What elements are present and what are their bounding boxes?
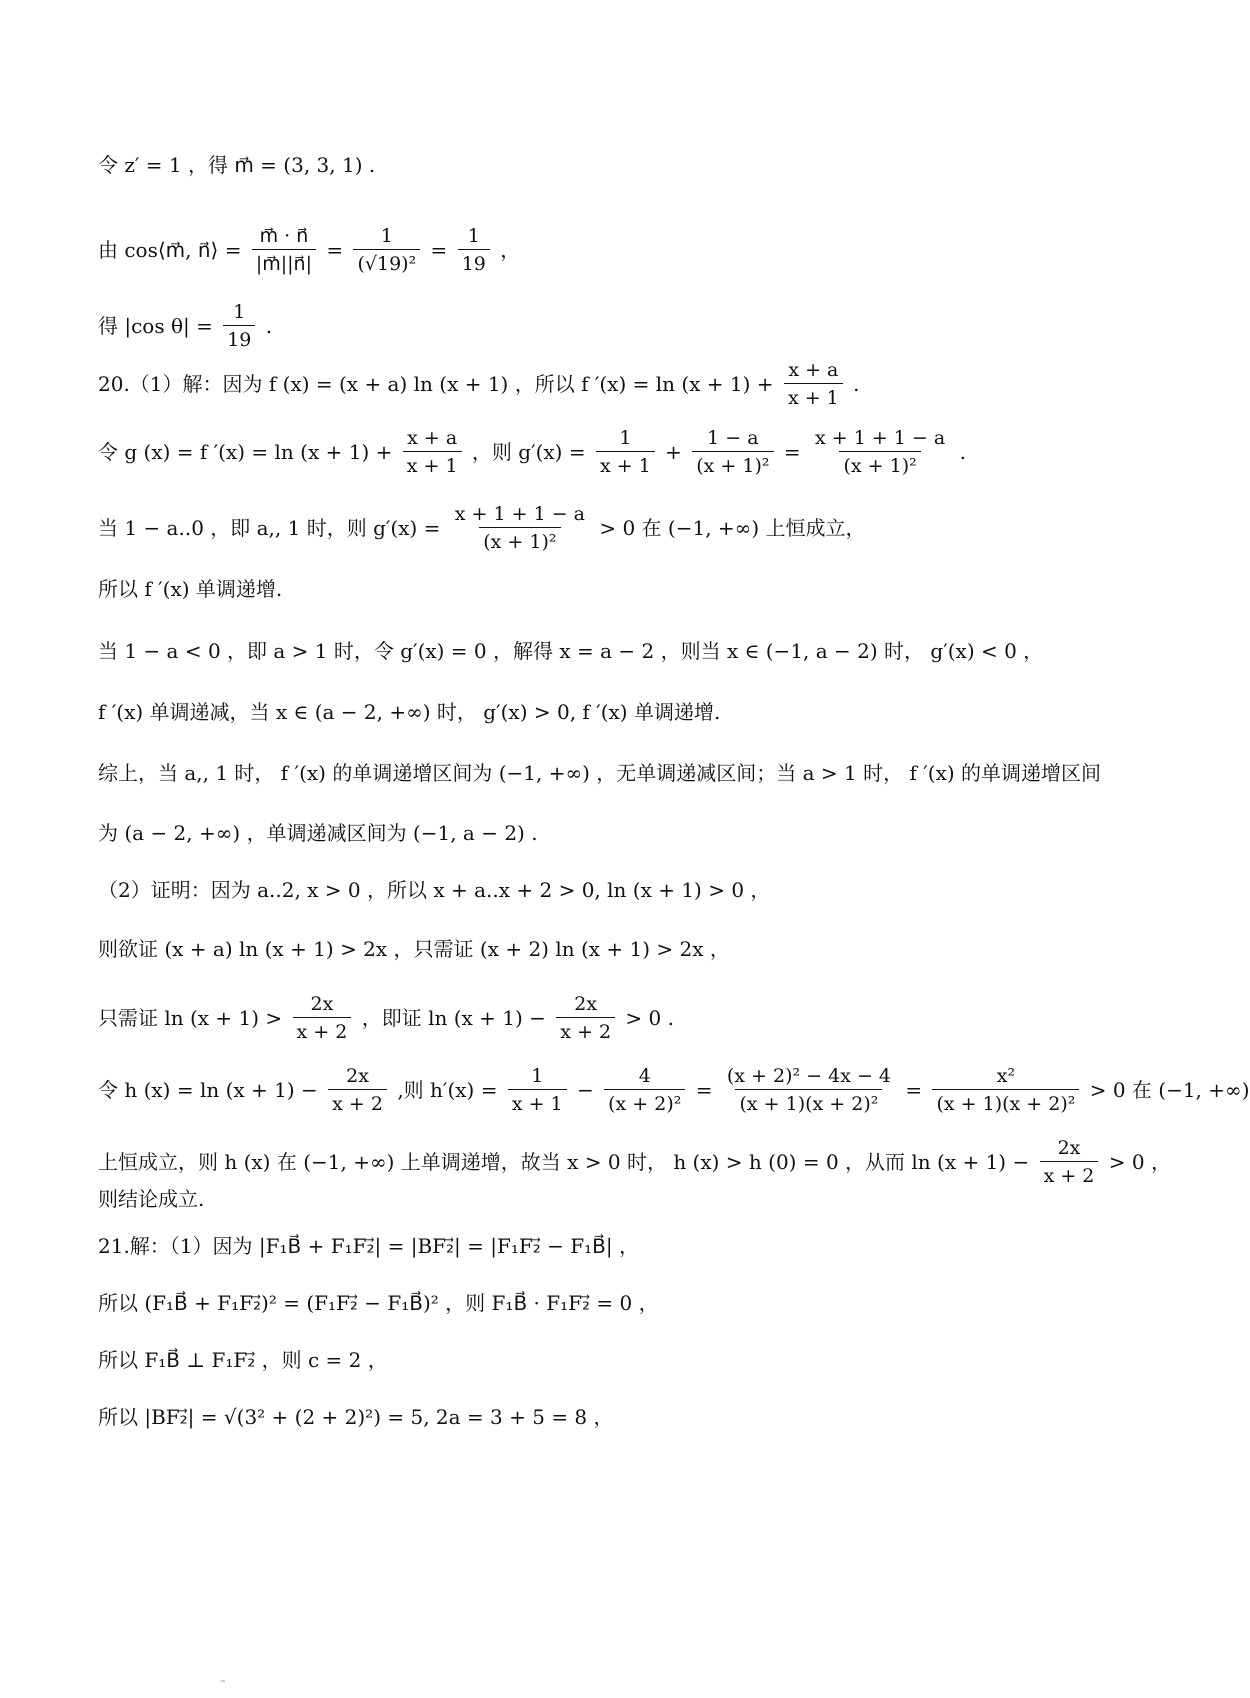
numerator: x + a xyxy=(407,427,458,449)
fraction xyxy=(811,426,949,478)
denominator: x + 2 xyxy=(328,1089,387,1116)
text: 综上，当 a,, 1 时， f ′(x) 的单调递增区间为 (−1, +∞) ，无单调递减区间；当 a > 1 时， f ′(x) 的单调递增区间 xyxy=(98,761,1102,785)
line-9 xyxy=(98,697,1160,727)
numerator: (x + 2)² − 4x − 4 xyxy=(726,1065,891,1087)
text: > 0 在 (−1, +∞) xyxy=(1083,1078,1250,1102)
numerator: 2x xyxy=(1057,1137,1081,1159)
denominator: x + 2 xyxy=(293,1017,352,1044)
denominator: (x + 1)(x + 2)² xyxy=(735,1089,882,1116)
line-13 xyxy=(98,934,1160,964)
text: . xyxy=(953,440,966,464)
numerator: m⃗ · n⃗ xyxy=(259,225,309,247)
line-3 xyxy=(98,300,1160,352)
text: 为 (a − 2, +∞) ，单调递减区间为 (−1, a − 2) . xyxy=(98,821,538,845)
text: > 0 ， xyxy=(1102,1150,1171,1174)
numerator: 2x xyxy=(574,993,598,1015)
line-17 xyxy=(98,1184,1160,1214)
numerator: 2x xyxy=(346,1065,369,1087)
line-7 xyxy=(98,574,1160,604)
line-11 xyxy=(98,818,1160,848)
numerator: 1 xyxy=(467,225,480,247)
text: . xyxy=(259,314,273,338)
numerator: 4 xyxy=(638,1065,651,1087)
denominator: x + 1 xyxy=(784,383,843,410)
denominator: x + 2 xyxy=(1040,1161,1099,1188)
numerator: 2x xyxy=(310,993,334,1015)
text: 20.（1）解：因为 f (x) = (x + a) ln (x + 1) ，所以 f ′(x) = ln (x + 1) + xyxy=(98,372,780,396)
text: ，即证 ln (x + 1) − xyxy=(355,1006,553,1030)
line-5 xyxy=(98,426,1160,478)
text: ， xyxy=(493,238,521,262)
text: > 0 . xyxy=(619,1006,674,1030)
numerator: 1 xyxy=(619,427,632,449)
text: 所以 (F₁B⃗ + F₁F₂⃗)² = (F₁F₂⃗ − F₁B⃗)² ，则 F₁B⃗ · F₁F₂⃗ = 0 ， xyxy=(98,1291,659,1315)
denominator: x + 1 xyxy=(508,1089,567,1116)
fraction xyxy=(403,426,462,478)
denominator: 19 xyxy=(458,249,490,276)
denominator: (x + 1)² xyxy=(479,527,560,554)
fraction xyxy=(223,300,255,352)
line-18 xyxy=(98,1231,1160,1261)
fraction xyxy=(451,502,589,554)
line-21 xyxy=(98,1402,1160,1432)
denominator: (x + 1)(x + 2)² xyxy=(932,1089,1079,1116)
numerator: 1 xyxy=(233,301,246,323)
denominator: 19 xyxy=(223,325,255,352)
fraction xyxy=(508,1064,567,1116)
text: （2）证明：因为 a..2, x > 0 ，所以 x + a..x + 2 > 0, ln (x + 1) > 0 ， xyxy=(98,878,771,902)
text: 所以 f ′(x) 单调递增. xyxy=(98,577,283,601)
numerator: x + a xyxy=(788,359,839,381)
fraction xyxy=(932,1064,1079,1116)
text: 当 1 − a..0 ，即 a,, 1 时，则 g′(x) = xyxy=(98,516,447,540)
text: = xyxy=(319,238,350,262)
numerator: x + 1 + 1 − a xyxy=(454,503,585,525)
line-19 xyxy=(98,1288,1160,1318)
line-20 xyxy=(98,1345,1160,1375)
text: = xyxy=(689,1078,719,1102)
text: . xyxy=(846,372,860,396)
numerator: 1 xyxy=(380,225,393,247)
text: > 0 在 (−1, +∞) 上恒成立， xyxy=(593,516,866,540)
text: 21.解：（1）因为 |F₁B⃗ + F₁F₂⃗| = |BF₂⃗| = |F₁F₂⃗ − F₁B⃗| ， xyxy=(98,1234,639,1258)
denominator: (x + 2)² xyxy=(604,1089,685,1116)
text: 则结论成立. xyxy=(98,1187,205,1211)
text: 令 h (x) = ln (x + 1) − xyxy=(98,1078,325,1102)
text: ,则 h′(x) = xyxy=(390,1078,504,1102)
text: 所以 F₁B⃗ ⊥ F₁F₂⃗ ，则 c = 2 ， xyxy=(98,1348,388,1372)
fraction xyxy=(723,1064,895,1116)
fraction xyxy=(458,224,490,276)
line-2 xyxy=(98,224,1160,276)
fraction xyxy=(596,426,655,478)
denominator: x + 1 xyxy=(403,451,462,478)
fraction xyxy=(556,992,615,1044)
fraction xyxy=(328,1064,387,1116)
line-1 xyxy=(98,150,1160,180)
denominator: x + 2 xyxy=(556,1017,615,1044)
text: = xyxy=(777,440,807,464)
text: 得 |cos θ| = xyxy=(98,314,220,338)
fraction xyxy=(293,992,352,1044)
fraction xyxy=(252,224,316,276)
line-12 xyxy=(98,875,1160,905)
fraction xyxy=(353,224,420,276)
text: 由 cos⟨m⃗, n⃗⟩ = xyxy=(98,238,248,262)
line-8 xyxy=(98,636,1160,666)
text: 所以 |BF₂⃗| = √(3² + (2 + 2)²) = 5, 2a = 3 + 5 = 8 ， xyxy=(98,1405,614,1429)
text: = xyxy=(899,1078,929,1102)
denominator: (√19)² xyxy=(353,249,420,276)
text: 则欲证 (x + a) ln (x + 1) > 2x ，只需证 (x + 2) ln (x + 1) > 2x ， xyxy=(98,937,730,961)
denominator: |m⃗||n⃗| xyxy=(252,249,316,276)
text: = xyxy=(424,238,454,262)
text: 令 z′ = 1 ，得 m⃗ = (3, 3, 1) . xyxy=(98,153,376,177)
denominator: x + 1 xyxy=(596,451,655,478)
fraction xyxy=(1040,1136,1099,1188)
fraction xyxy=(692,426,773,478)
text: ，则 g′(x) = xyxy=(465,440,592,464)
numerator: x + 1 + 1 − a xyxy=(815,427,946,449)
text: + xyxy=(658,440,689,464)
scan-speck xyxy=(221,1680,225,1682)
line-4 xyxy=(98,358,1160,410)
denominator: (x + 1)² xyxy=(839,451,920,478)
text: 只需证 ln (x + 1) > xyxy=(98,1006,289,1030)
numerator: x² xyxy=(996,1065,1016,1087)
text: − xyxy=(570,1078,601,1102)
line-14 xyxy=(98,992,1160,1044)
fraction xyxy=(604,1064,685,1116)
fraction xyxy=(784,358,843,410)
text: 上恒成立，则 h (x) 在 (−1, +∞) 上单调递增，故当 x > 0 时， h (x) > h (0) = 0 ，从而 ln (x + 1) − xyxy=(98,1150,1036,1174)
numerator: 1 − a xyxy=(707,427,759,449)
line-6 xyxy=(98,502,1160,554)
line-16 xyxy=(98,1136,1171,1188)
numerator: 1 xyxy=(531,1065,544,1087)
line-10 xyxy=(98,758,1160,788)
text: 当 1 − a < 0 ，即 a > 1 时，令 g′(x) = 0 ，解得 x = a − 2 ，则当 x ∈ (−1, a − 2) 时， g′(x) < 0 ， xyxy=(98,639,1044,663)
line-15 xyxy=(98,1064,1250,1116)
denominator: (x + 1)² xyxy=(692,451,773,478)
text: 令 g (x) = f ′(x) = ln (x + 1) + xyxy=(98,440,399,464)
text: f ′(x) 单调递减，当 x ∈ (a − 2, +∞) 时， g′(x) > 0, f ′(x) 单调递增. xyxy=(98,700,721,724)
